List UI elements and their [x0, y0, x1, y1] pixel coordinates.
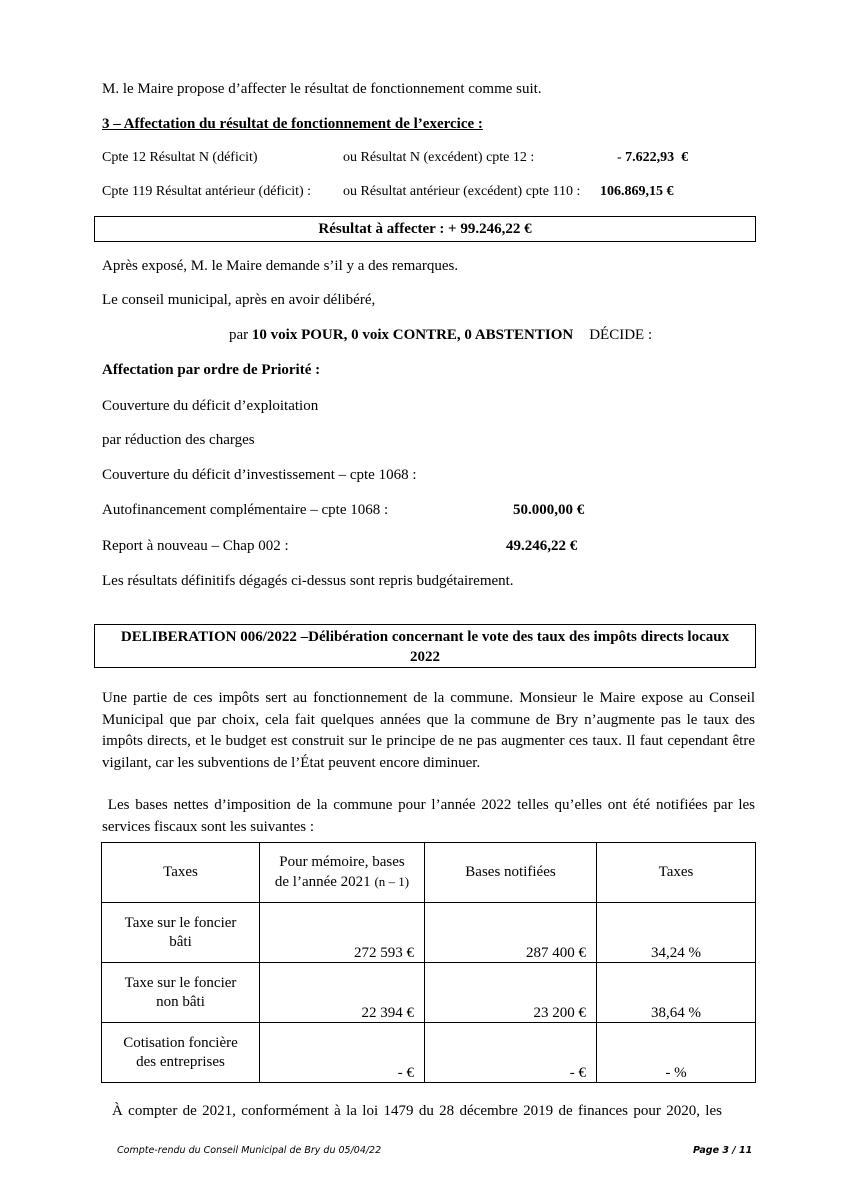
autofinancement-value: 50.000,00 €: [513, 502, 585, 518]
table-row: [102, 1023, 756, 1083]
table-row: [102, 963, 756, 1023]
tax-name-line1: Cotisation foncière: [123, 1034, 238, 1051]
base-notified: 23 200 €: [425, 963, 597, 1023]
resultat-a-affecter-box: [94, 216, 756, 242]
footer-page-number: Page 3 / 11: [693, 1145, 753, 1156]
header-bases-2021-line1: Pour mémoire, bases: [279, 854, 405, 870]
tax-name: [102, 963, 260, 1023]
vote-line: [229, 327, 652, 344]
tax-name-line2: des entreprises: [136, 1053, 225, 1070]
couverture-exploitation: Couverture du déficit d’exploitation: [102, 398, 319, 414]
deliberation-title-line2: 2022: [410, 649, 440, 665]
table-header-row: [102, 843, 756, 903]
resultats-definitifs: Les résultats définitifs dégagés ci-dessus sont repris budgétairement.: [102, 573, 514, 589]
tax-rate: 38,64 %: [597, 963, 756, 1023]
header-bases-2021-year: de l’année 2021: [274, 874, 371, 890]
base-previous: 22 394 €: [260, 963, 425, 1023]
report-value: 49.246,22 €: [506, 538, 578, 554]
tax-name-line1: Taxe sur le foncier: [124, 974, 237, 991]
tax-name-line2: non bâti: [156, 993, 205, 1010]
taxes-table: [101, 842, 756, 1083]
couverture-investissement: Couverture du déficit d’investissement – cpte 1068 :: [102, 467, 417, 483]
paragraph-impots: Une partie de ces impôts sert au fonctionnement de la commune. Monsieur le Maire expose au Conseil Municipal que par choix, cela fait quelques années que la commune de Bry n’augmente pas le taux des impôts directs, et le budget est construit sur le principe de ne pas augmenter ces taux. Il faut cependant être vigilant, car les subventions de l’État peuvent encore diminuer.: [102, 690, 755, 771]
deliberation-title-box: [94, 624, 756, 668]
tax-name: [102, 903, 260, 963]
header-bases-notifiees: Bases notifiées: [425, 843, 597, 903]
deliberation-title-line1: DELIBERATION 006/2022 –Délibération concernant le vote des taux des impôts directs locaux: [120, 629, 730, 645]
tax-name-line2: bâti: [169, 933, 192, 950]
header-taxes: Taxes: [102, 843, 260, 903]
header-bases-2021: [260, 843, 425, 903]
paragraph-bases: Les bases nettes d’imposition de la commune pour l’année 2022 telles qu’elles ont été notifiées par les services fiscaux sont les suivantes :: [102, 797, 759, 835]
row2-label: Cpte 119 Résultat antérieur (déficit) :: [102, 184, 312, 199]
row1-label: Cpte 12 Résultat N (déficit): [102, 150, 258, 165]
affectation-title: Affectation par ordre de Priorité :: [102, 362, 321, 378]
row1-value: [617, 150, 688, 166]
vote-decide: DÉCIDE :: [589, 327, 653, 343]
base-previous: - €: [260, 1023, 425, 1083]
header-bases-2021-line2: [270, 872, 414, 892]
row2-alt-label: ou Résultat antérieur (excédent) cpte 110 :: [343, 184, 581, 199]
report-label: Report à nouveau – Chap 002 :: [102, 538, 289, 554]
row1-alt-label: ou Résultat N (excédent) cpte 12 :: [343, 150, 535, 165]
conseil-text: Le conseil municipal, après en avoir délibéré,: [102, 292, 376, 308]
footer-title: Compte-rendu du Conseil Municipal de Bry du 05/04/22: [117, 1145, 382, 1156]
table-row: [102, 903, 756, 963]
tax-rate: 34,24 %: [597, 903, 756, 963]
tax-name-line1: Taxe sur le foncier: [124, 914, 237, 931]
intro-text: M. le Maire propose d’affecter le résultat de fonctionnement comme suit.: [102, 81, 542, 97]
resultat-a-affecter: Résultat à affecter : + 99.246,22 €: [318, 221, 532, 237]
autofinancement-label: Autofinancement complémentaire – cpte 1068 :: [102, 502, 389, 518]
tax-rate: - %: [597, 1023, 756, 1083]
base-notified: 287 400 €: [425, 903, 597, 963]
tax-name: [102, 1023, 260, 1083]
row1-value-currency: €: [681, 150, 689, 165]
section-3-title: 3 – Affectation du résultat de fonctionnement de l’exercice :: [102, 116, 483, 132]
row1-value-prefix: -: [617, 150, 626, 165]
base-previous: 272 593 €: [260, 903, 425, 963]
row1-value-amount: 7.622,93: [625, 150, 675, 165]
header-bases-2021-note: (n – 1): [374, 874, 410, 889]
row2-value: 106.869,15 €: [600, 184, 674, 199]
base-notified: - €: [425, 1023, 597, 1083]
apres-expose-text: Après exposé, M. le Maire demande s’il y a des remarques.: [102, 258, 459, 274]
reduction-charges: par réduction des charges: [102, 432, 255, 448]
header-taux: Taxes: [597, 843, 756, 903]
vote-par: par: [229, 327, 252, 343]
final-line: À compter de 2021, conformément à la loi 1479 du 28 décembre 2019 de finances pour 2020, les: [112, 1103, 722, 1119]
vote-counts: 10 voix POUR, 0 voix CONTRE, 0 ABSTENTION: [251, 327, 574, 343]
